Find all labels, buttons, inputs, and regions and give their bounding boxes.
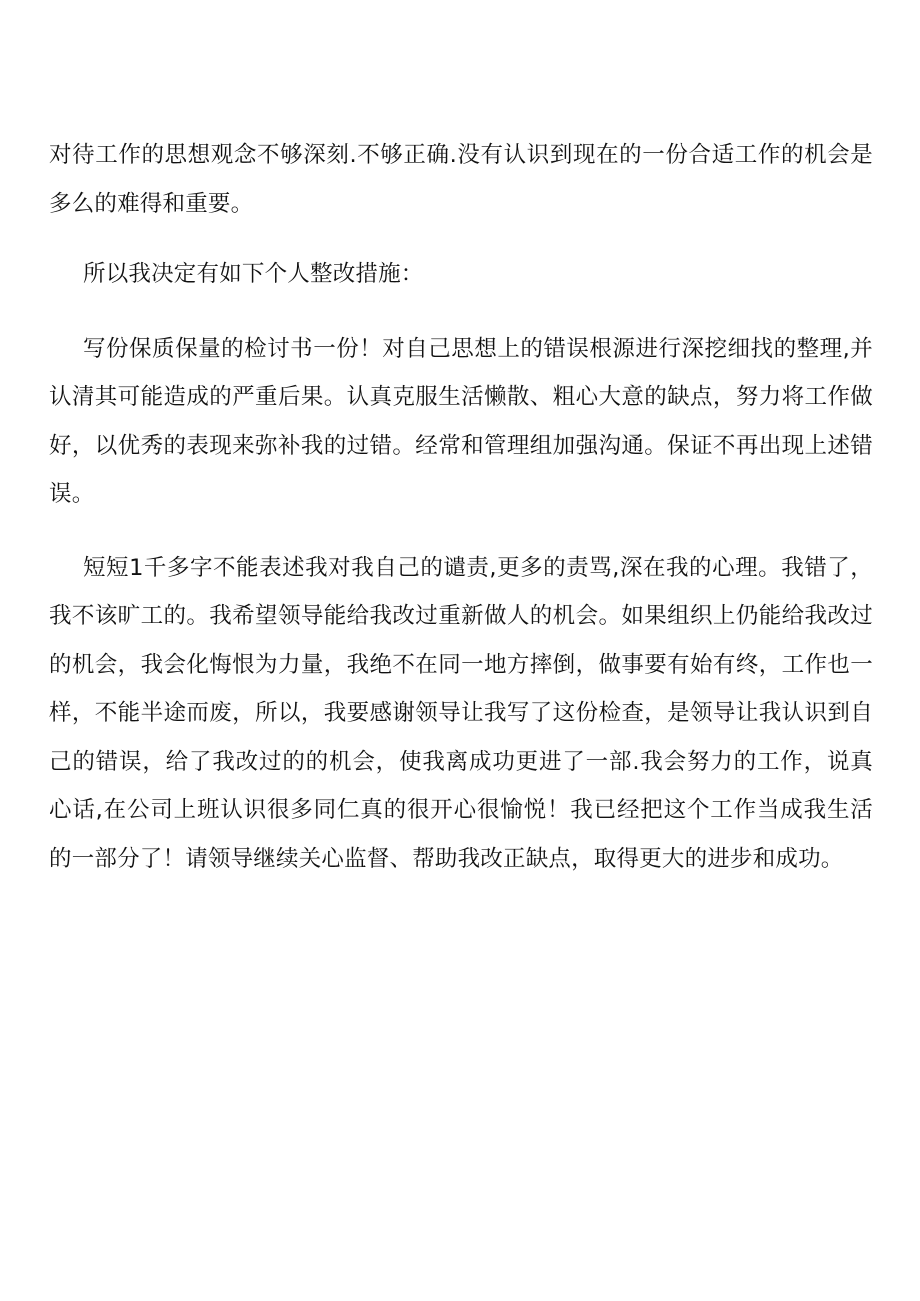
document-page	[49, 131, 873, 883]
paragraph-3: 写份保质保量的检讨书一份！对自己思想上的错误根源进行深挖细找的整理,并认清其可能造成的严重后果。认真克服生活懒散、粗心大意的缺点，努力将工作做好，以优秀的表现来弥补我的过错。经常和管理组加强沟通。保证不再出现上述错误。	[49, 335, 873, 507]
paragraph-4: 短短1千多字不能表述我对我自己的谴责,更多的责骂,深在我的心理。我错了，我不该旷工的。我希望领导能给我改过重新做人的机会。如果组织上仍能给我改过的机会，我会化悔恨为力量，我绝不在同一地方摔倒，做事要有始有终，工作也一样，不能半途而废，所以，我要感谢领导让我写了这份检查，是领导让我认识到自己的错误，给了我改过的的机会，使我离成功更进了一部.我会努力的工作，说真心话,在公司上班认识很多同仁真的很开心很愉悦！我已经把这个工作当成我生活的一部分了！请领导继续关心监督、帮助我改正缺点，取得更大的进步和成功。	[49, 554, 873, 872]
paragraph-1: 对待工作的思想观念不够深刻.不够正确.没有认识到现在的一份合适工作的机会是多么的难得和重要。	[49, 142, 873, 217]
paragraph-2: 所以我决定有如下个人整改措施：	[83, 261, 424, 287]
